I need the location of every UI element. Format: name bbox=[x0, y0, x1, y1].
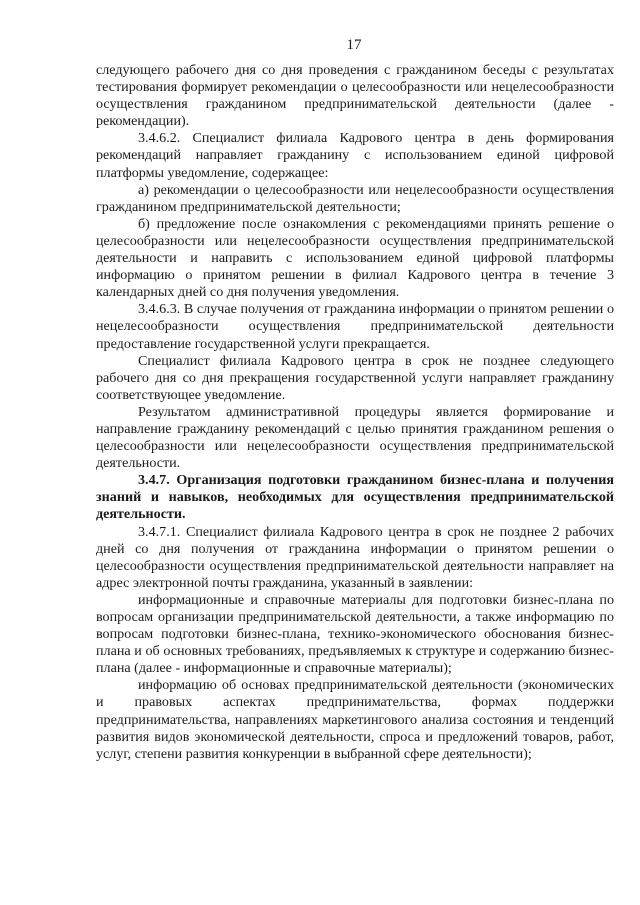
list-item-b: б) предложение после ознакомления с рекомендациями принять решение о целесообразности или нецелесообразности осуществления предпринимательской деятельности и направить с использованием единой цифровой платформы информацию о принятом решении в филиал Кадрового центра в течение 3 календарных дней со дня получения уведомления. bbox=[96, 215, 614, 301]
paragraph-business-basics: информацию об основах предпринимательской деятельности (экономических и правовых аспектах предпринимательства, формах поддержки предпринимательства, направлениях маркетингового анализа состояния и тенденций развития видов экономической деятельности, спроса и предложений товаров, работ, услуг, степени развития конкуренции в выбранной сфере деятельности); bbox=[96, 677, 614, 762]
list-item-a: а) рекомендации о целесообразности или нецелесообразности осуществления гражданином предпринимательской деятельности; bbox=[96, 181, 614, 215]
paragraph-result: Результатом административной процедуры является формирование и направление гражданину рекомендаций с целью принятия гражданином решения о целесообразности или нецелесообразности осуществления предпринимательской деятельности. bbox=[96, 403, 614, 472]
paragraph-3-4-7-1: 3.4.7.1. Специалист филиала Кадрового центра в срок не позднее 2 рабочих дней со дня получения от гражданина информации о принятом решении о целесообразности осуществления предпринимательской деятельности направляет на адрес электронной почты гражданина, указанный в заявлении: bbox=[96, 523, 614, 591]
paragraph-continuation: следующего рабочего дня со дня проведения с гражданином беседы с результатах тестирования формирует рекомендации о целесообразности или нецелесообразности осуществления гражданином предпринимательской деятельности (далее - рекомендации). bbox=[96, 62, 614, 130]
paragraph-reference-materials: информационные и справочные материалы для подготовки бизнес-плана по вопросам организации предпринимательской деятельности, а также информацию по вопросам подготовки бизнес-плана, технико-экономического обоснования бизнес-плана и об основных требованиях, предъявляемых к структуре и содержанию бизнес-плана (далее - информационные и справочные материалы); bbox=[96, 591, 614, 677]
page-number: 17 bbox=[346, 37, 362, 53]
section-heading-3-4-7: 3.4.7. Организация подготовки гражданином бизнес-плана и получения знаний и навыков, необходимых для осуществления предпринимательской деятельности. bbox=[96, 472, 614, 523]
paragraph-3-4-6-2: 3.4.6.2. Специалист филиала Кадрового центра в день формирования рекомендаций направляет гражданину с использованием единой цифровой платформы уведомление, содержащее: bbox=[96, 130, 614, 181]
paragraph-notification: Специалист филиала Кадрового центра в срок не позднее следующего рабочего дня со дня прекращения государственной услуги направляет гражданину соответствующее уведомление. bbox=[96, 352, 614, 403]
paragraph-3-4-6-3: 3.4.6.3. В случае получения от гражданина информации о принятом решении о нецелесообразности осуществления предпринимательской деятельности предоставление государственной услуги прекращается. bbox=[96, 301, 614, 352]
